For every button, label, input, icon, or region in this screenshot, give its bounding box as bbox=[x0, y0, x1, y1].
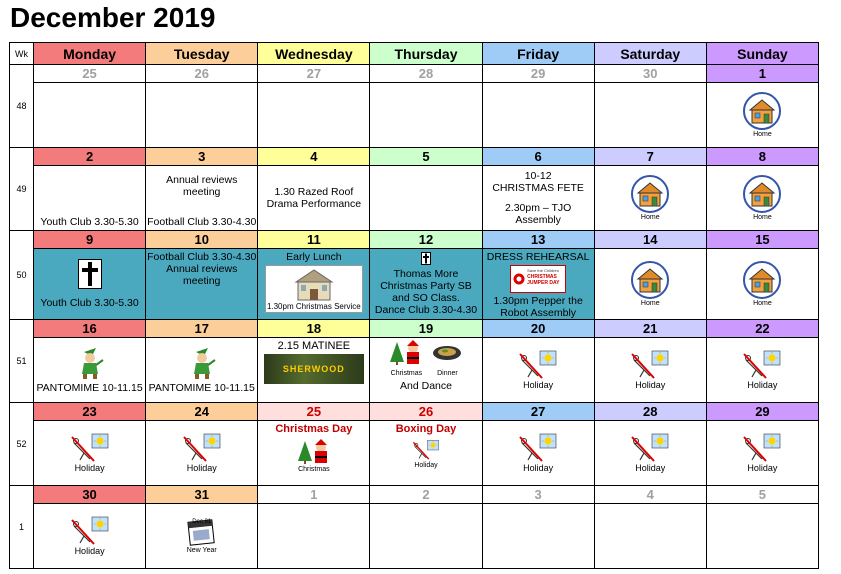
day-cell[interactable] bbox=[482, 83, 594, 148]
date-number: 23 bbox=[34, 403, 146, 421]
day-cell[interactable]: Dec 31 New Year bbox=[146, 504, 258, 569]
date-number: 27 bbox=[482, 403, 594, 421]
week-header: Wk bbox=[10, 43, 34, 65]
day-cell[interactable]: Home bbox=[706, 249, 818, 320]
event-text: 1.30pm Christmas Service bbox=[266, 302, 361, 311]
event-row bbox=[10, 504, 819, 569]
event-row bbox=[10, 249, 819, 320]
elf-icon bbox=[74, 346, 106, 380]
day-cell[interactable]: Home bbox=[594, 166, 706, 231]
date-number: 7 bbox=[594, 148, 706, 166]
date-number: 1 bbox=[258, 486, 370, 504]
date-number: 28 bbox=[370, 65, 482, 83]
day-cell[interactable] bbox=[258, 166, 370, 231]
date-number: 2 bbox=[34, 148, 146, 166]
date-number: 27 bbox=[258, 65, 370, 83]
date-row bbox=[10, 403, 819, 421]
date-number: 10 bbox=[146, 231, 258, 249]
jumper-day-badge: Save the Children CHRISTMAS JUMPER DAY bbox=[510, 265, 566, 293]
date-number: 21 bbox=[594, 320, 706, 338]
day-cell[interactable] bbox=[258, 83, 370, 148]
date-number: 31 bbox=[146, 486, 258, 504]
holiday-icon bbox=[70, 516, 110, 546]
event-row bbox=[10, 166, 819, 231]
day-cell[interactable] bbox=[258, 249, 370, 320]
date-number: 18 bbox=[258, 320, 370, 338]
date-number: 19 bbox=[370, 320, 482, 338]
event-text: PANTOMIME 10-11.15 bbox=[36, 382, 143, 394]
day-header-thursday: Thursday bbox=[370, 43, 482, 65]
event-text: And Dance bbox=[400, 380, 452, 392]
day-cell[interactable] bbox=[370, 504, 482, 569]
date-number: 28 bbox=[594, 403, 706, 421]
day-cell[interactable]: Holiday bbox=[594, 421, 706, 486]
date-number: 1 bbox=[706, 65, 818, 83]
day-cell[interactable] bbox=[258, 338, 370, 403]
date-number: 6 bbox=[482, 148, 594, 166]
day-cell[interactable] bbox=[34, 166, 146, 231]
event-row bbox=[10, 421, 819, 486]
day-cell[interactable] bbox=[370, 166, 482, 231]
date-number: 3 bbox=[146, 148, 258, 166]
day-cell[interactable] bbox=[594, 83, 706, 148]
event-text: 1.30 Razed Roof Drama Performance bbox=[266, 186, 362, 210]
event-text: 1.30pm Pepper the Robot Assembly bbox=[493, 295, 583, 319]
date-number: 5 bbox=[370, 148, 482, 166]
date-row bbox=[10, 148, 819, 166]
day-cell[interactable] bbox=[34, 249, 146, 320]
holiday-icon bbox=[182, 433, 222, 463]
date-number: 20 bbox=[482, 320, 594, 338]
day-cell[interactable] bbox=[146, 338, 258, 403]
date-number: 29 bbox=[482, 65, 594, 83]
date-number: 9 bbox=[34, 231, 146, 249]
date-number: 15 bbox=[706, 231, 818, 249]
day-cell[interactable]: Home bbox=[706, 83, 818, 148]
day-header-saturday: Saturday bbox=[594, 43, 706, 65]
event-text: PANTOMIME 10-11.15 bbox=[148, 382, 255, 394]
day-cell[interactable]: Holiday bbox=[34, 421, 146, 486]
event-text: Youth Club 3.30-5.30 bbox=[40, 216, 139, 228]
elf-icon bbox=[186, 346, 218, 380]
event-text: DRESS REHEARSAL bbox=[486, 251, 590, 263]
home-icon bbox=[629, 175, 671, 213]
date-number: 16 bbox=[34, 320, 146, 338]
date-number: 8 bbox=[706, 148, 818, 166]
day-cell[interactable] bbox=[34, 83, 146, 148]
holiday-icon bbox=[742, 350, 782, 380]
jumper-logo-icon bbox=[513, 273, 525, 285]
date-number: 17 bbox=[146, 320, 258, 338]
day-cell[interactable] bbox=[370, 83, 482, 148]
event-text: Youth Club 3.30-5.30 bbox=[40, 297, 139, 309]
cross-icon bbox=[78, 259, 102, 289]
day-cell[interactable] bbox=[258, 504, 370, 569]
event-text: Dance Club 3.30-4.30 bbox=[374, 304, 478, 316]
date-number: 29 bbox=[706, 403, 818, 421]
holiday-icon bbox=[518, 433, 558, 463]
day-cell[interactable] bbox=[146, 249, 258, 320]
date-number: 4 bbox=[258, 148, 370, 166]
day-cell[interactable]: Holiday bbox=[482, 338, 594, 403]
event-text: Boxing Day bbox=[395, 423, 457, 435]
date-number: 24 bbox=[146, 403, 258, 421]
day-cell[interactable] bbox=[594, 504, 706, 569]
header-row bbox=[10, 43, 819, 65]
event-text: Thomas More Christmas Party SB and SO Class. bbox=[380, 268, 472, 304]
week-number: 48 bbox=[10, 65, 34, 148]
holiday-icon bbox=[412, 439, 440, 461]
date-number: 25 bbox=[34, 65, 146, 83]
day-header-friday: Friday bbox=[482, 43, 594, 65]
day-cell[interactable] bbox=[146, 83, 258, 148]
holiday-icon bbox=[742, 433, 782, 463]
home-icon bbox=[629, 261, 671, 299]
home-icon bbox=[741, 175, 783, 213]
date-number: 13 bbox=[482, 231, 594, 249]
day-cell[interactable] bbox=[482, 166, 594, 231]
event-text: 2.15 MATINEE bbox=[277, 340, 351, 352]
date-number: 3 bbox=[482, 486, 594, 504]
day-cell[interactable]: Holiday bbox=[706, 421, 818, 486]
day-header-tuesday: Tuesday bbox=[146, 43, 258, 65]
date-number: 14 bbox=[594, 231, 706, 249]
home-icon bbox=[741, 92, 783, 130]
date-number: 2 bbox=[370, 486, 482, 504]
santa-icon bbox=[297, 439, 331, 465]
event-row bbox=[10, 338, 819, 403]
event-text: Football Club 3.30-4.30 bbox=[147, 216, 257, 228]
day-cell[interactable]: Christmas Day Christmas bbox=[258, 421, 370, 486]
event-text: Annual reviews meeting bbox=[166, 263, 238, 287]
date-row bbox=[10, 320, 819, 338]
home-icon bbox=[741, 261, 783, 299]
date-number: 12 bbox=[370, 231, 482, 249]
day-cell[interactable]: Holiday bbox=[146, 421, 258, 486]
date-number: 11 bbox=[258, 231, 370, 249]
event-text: 10-12 bbox=[524, 170, 552, 182]
holiday-icon bbox=[70, 433, 110, 463]
date-number: 26 bbox=[370, 403, 482, 421]
day-cell[interactable] bbox=[370, 249, 482, 320]
day-cell[interactable]: Boxing Day Holiday bbox=[370, 421, 482, 486]
date-number: 5 bbox=[706, 486, 818, 504]
church-icon bbox=[294, 267, 334, 301]
day-cell[interactable]: Holiday bbox=[482, 421, 594, 486]
date-row bbox=[10, 486, 819, 504]
day-header-monday: Monday bbox=[34, 43, 146, 65]
date-number: 30 bbox=[34, 486, 146, 504]
day-cell[interactable] bbox=[706, 504, 818, 569]
holiday-icon bbox=[518, 350, 558, 380]
date-number: 26 bbox=[146, 65, 258, 83]
page-title: December 2019 bbox=[10, 2, 216, 33]
day-header-sunday: Sunday bbox=[706, 43, 818, 65]
date-number: 22 bbox=[706, 320, 818, 338]
date-row bbox=[10, 231, 819, 249]
week-number: 51 bbox=[10, 320, 34, 403]
event-text: Football Club 3.30-4.30 bbox=[147, 251, 257, 263]
day-cell[interactable] bbox=[34, 338, 146, 403]
holiday-icon bbox=[630, 433, 670, 463]
week-number: 49 bbox=[10, 148, 34, 231]
day-cell[interactable]: Holiday bbox=[34, 504, 146, 569]
day-cell[interactable] bbox=[482, 249, 594, 320]
week-number: 50 bbox=[10, 231, 34, 320]
pantomime-poster: SHERWOOD bbox=[264, 354, 364, 384]
day-header-wednesday: Wednesday bbox=[258, 43, 370, 65]
cross-icon bbox=[421, 252, 431, 265]
date-number: 30 bbox=[594, 65, 706, 83]
date-number: 25 bbox=[258, 403, 370, 421]
event-text: Christmas Day bbox=[275, 423, 353, 435]
event-text: Annual reviews meeting bbox=[166, 174, 238, 198]
day-cell[interactable]: Home bbox=[706, 166, 818, 231]
day-cell[interactable] bbox=[482, 504, 594, 569]
dinner-icon bbox=[432, 340, 462, 366]
date-number: 4 bbox=[594, 486, 706, 504]
holiday-icon bbox=[630, 350, 670, 380]
day-cell[interactable]: Holiday bbox=[594, 338, 706, 403]
day-cell[interactable] bbox=[146, 166, 258, 231]
date-row bbox=[10, 65, 819, 83]
santa-icon bbox=[389, 340, 423, 366]
day-cell[interactable]: Holiday bbox=[706, 338, 818, 403]
day-cell[interactable]: Home bbox=[594, 249, 706, 320]
day-cell[interactable]: Christmas Dinner And Dance bbox=[370, 338, 482, 403]
event-row bbox=[10, 83, 819, 148]
event-text: Early Lunch bbox=[286, 251, 342, 263]
event-text: CHRISTMAS FETE bbox=[492, 182, 584, 194]
week-number: 1 bbox=[10, 486, 34, 569]
calendar-grid bbox=[9, 42, 819, 569]
event-text: 2.30pm – TJO Assembly bbox=[504, 202, 572, 226]
week-number: 52 bbox=[10, 403, 34, 486]
